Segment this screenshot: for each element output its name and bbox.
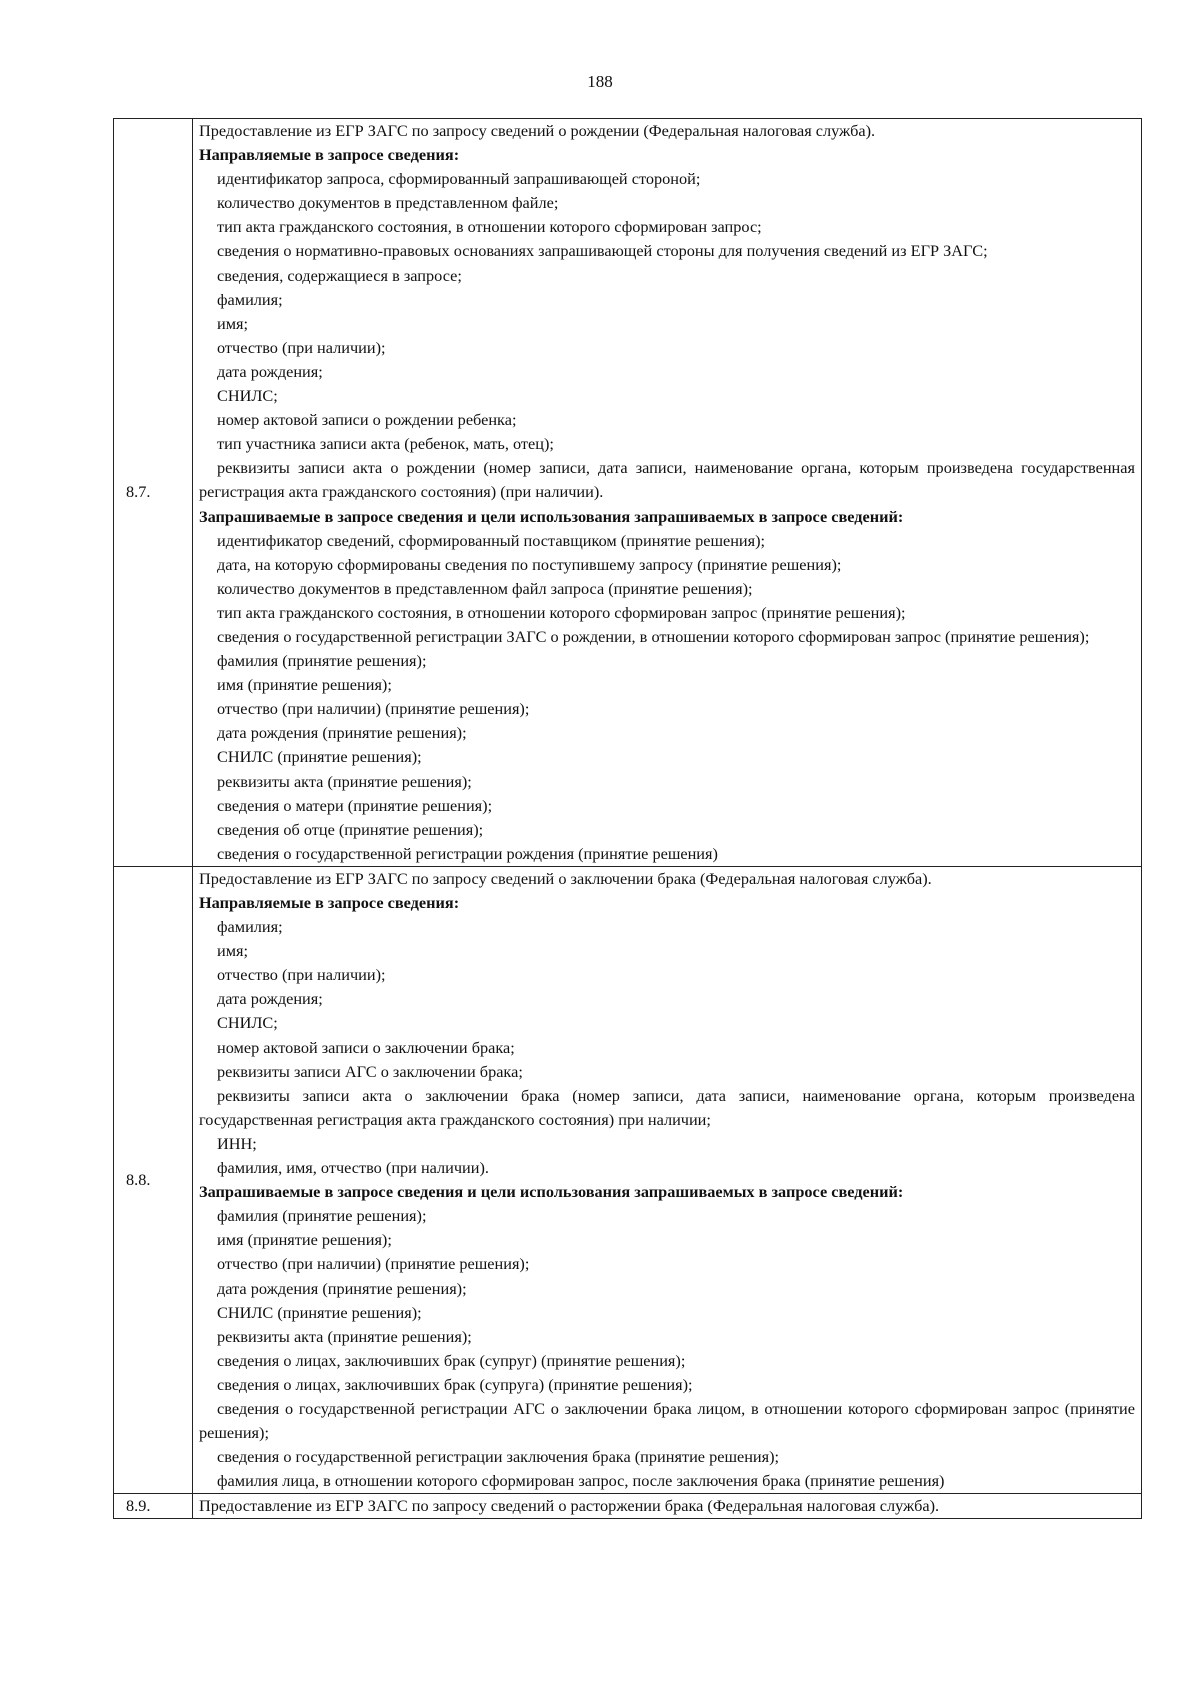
sent-item: номер актовой записи о заключении брака; — [217, 1037, 515, 1057]
row-title: Предоставление из ЕГР ЗАГС по запросу сведений о заключении брака (Федеральная налоговая служба). — [199, 868, 932, 888]
requested-item: дата рождения (принятие решения); — [217, 723, 467, 743]
requested-item: сведения о лицах, заключивших брак (супруга) (принятие решения); — [217, 1374, 693, 1394]
page-number: 188 — [587, 72, 613, 91]
sent-item: сведения о нормативно-правовых основаниях запрашивающей стороны для получения сведений из ЕГР ЗАГС; — [217, 241, 988, 261]
requested-item: имя (принятие решения); — [217, 675, 392, 695]
table-row — [114, 866, 1142, 1493]
row-content — [193, 866, 1142, 1493]
row-content — [193, 119, 1142, 867]
requested-item: отчество (при наличии) (принятие решения); — [217, 1254, 530, 1274]
sent-item: фамилия; — [217, 917, 283, 937]
sent-heading: Направляемые в запросе сведения: — [199, 893, 460, 912]
row-title: Предоставление из ЕГР ЗАГС по запросу сведений о рождении (Федеральная налоговая служба). — [199, 121, 876, 140]
requested-item: имя (принятие решения); — [217, 1230, 392, 1250]
sent-item: тип участника записи акта (ребенок, мать, отец); — [217, 434, 554, 454]
requested-item: реквизиты акта (принятие решения); — [217, 1326, 472, 1346]
table-body — [114, 119, 1142, 1519]
sent-item: номер актовой записи о рождении ребенка; — [217, 410, 517, 430]
table-row — [114, 1494, 1142, 1519]
sent-heading: Направляемые в запросе сведения: — [199, 145, 460, 165]
requested-heading: Запрашиваемые в запросе сведения и цели использования запрашиваемых в запросе сведений: — [199, 506, 904, 526]
sent-item: реквизиты записи акта о рождении (номер записи, дата записи, наименование органа, которым произведена государственная регистрация акта гражданского состояния) (при наличии). — [199, 458, 1135, 502]
row-number: 8.9. — [114, 1494, 193, 1519]
requested-item: фамилия (принятие решения); — [217, 1206, 427, 1226]
sent-item: дата рождения; — [217, 989, 323, 1009]
table-row — [114, 119, 1142, 867]
sent-item: реквизиты записи АГС о заключении брака; — [217, 1061, 523, 1081]
requested-item: сведения об отце (принятие решения); — [217, 819, 484, 839]
sent-item: количество документов в представленном файле; — [217, 193, 559, 213]
requested-item: сведения о государственной регистрации заключения брака (принятие решения); — [217, 1447, 780, 1467]
sent-item: имя; — [217, 941, 249, 961]
sent-item: фамилия, имя, отчество (при наличии). — [217, 1158, 489, 1178]
row-number: 8.8. — [114, 866, 193, 1493]
requested-heading: Запрашиваемые в запросе сведения и цели использования запрашиваемых в запросе сведений: — [199, 1182, 904, 1202]
row-content — [193, 1494, 1142, 1519]
sent-item: фамилия; — [217, 289, 283, 309]
sent-item: имя; — [217, 313, 249, 333]
requested-item: сведения о государственной регистрации ЗАГС о рождении, в отношении которого сформирован запрос (принятие решения); — [217, 626, 1090, 646]
requested-item: сведения о лицах, заключивших брак (супруг) (принятие решения); — [217, 1350, 686, 1370]
requested-item: отчество (при наличии) (принятие решения); — [217, 699, 530, 719]
requested-item: тип акта гражданского состояния, в отношении которого сформирован запрос (принятие решения); — [217, 602, 906, 622]
row-title: Предоставление из ЕГР ЗАГС по запросу сведений о расторжении брака (Федеральная налоговая служба). — [199, 1496, 940, 1516]
sent-item: идентификатор запроса, сформированный запрашивающей стороной; — [217, 169, 701, 189]
sent-item: сведения, содержащиеся в запросе; — [217, 265, 462, 285]
sent-item: отчество (при наличии); — [217, 965, 386, 985]
sent-item: тип акта гражданского состояния, в отношении которого сформирован запрос; — [217, 217, 762, 237]
sent-item: СНИЛС; — [217, 1013, 278, 1033]
sent-item: реквизиты записи акта о заключении брака (номер записи, дата записи, наименование органа, которым произведена государственная регистрация акта гражданского состояния) при наличии; — [199, 1085, 1135, 1129]
sent-item: дата рождения; — [217, 361, 323, 381]
requested-item: количество документов в представленном файл запроса (принятие решения); — [217, 578, 753, 598]
requested-item: дата рождения (принятие решения); — [217, 1278, 467, 1298]
requested-item: реквизиты акта (принятие решения); — [217, 771, 472, 791]
sent-item: СНИЛС; — [217, 386, 278, 406]
requested-item: СНИЛС (принятие решения); — [217, 1302, 422, 1322]
requested-item: СНИЛС (принятие решения); — [217, 747, 422, 767]
requested-item: идентификатор сведений, сформированный поставщиком (принятие решения); — [217, 530, 766, 550]
requested-item: фамилия лица, в отношении которого сформирован запрос, после заключения брака (принятие решения) — [217, 1471, 945, 1491]
requested-item: сведения о матери (принятие решения); — [217, 795, 493, 815]
sent-item: ИНН; — [217, 1133, 257, 1153]
requested-item: сведения о государственной регистрации рождения (принятие решения) — [217, 843, 718, 863]
requested-item: сведения о государственной регистрации АГС о заключении брака лицом, в отношении которого сформирован запрос (принятие решения); — [199, 1398, 1135, 1443]
row-number: 8.7. — [114, 119, 193, 867]
requested-item: дата, на которую сформированы сведения по поступившему запросу (принятие решения); — [217, 554, 842, 574]
requested-item: фамилия (принятие решения); — [217, 651, 427, 671]
sent-item: отчество (при наличии); — [217, 337, 386, 357]
requirements-table — [113, 118, 1142, 1519]
